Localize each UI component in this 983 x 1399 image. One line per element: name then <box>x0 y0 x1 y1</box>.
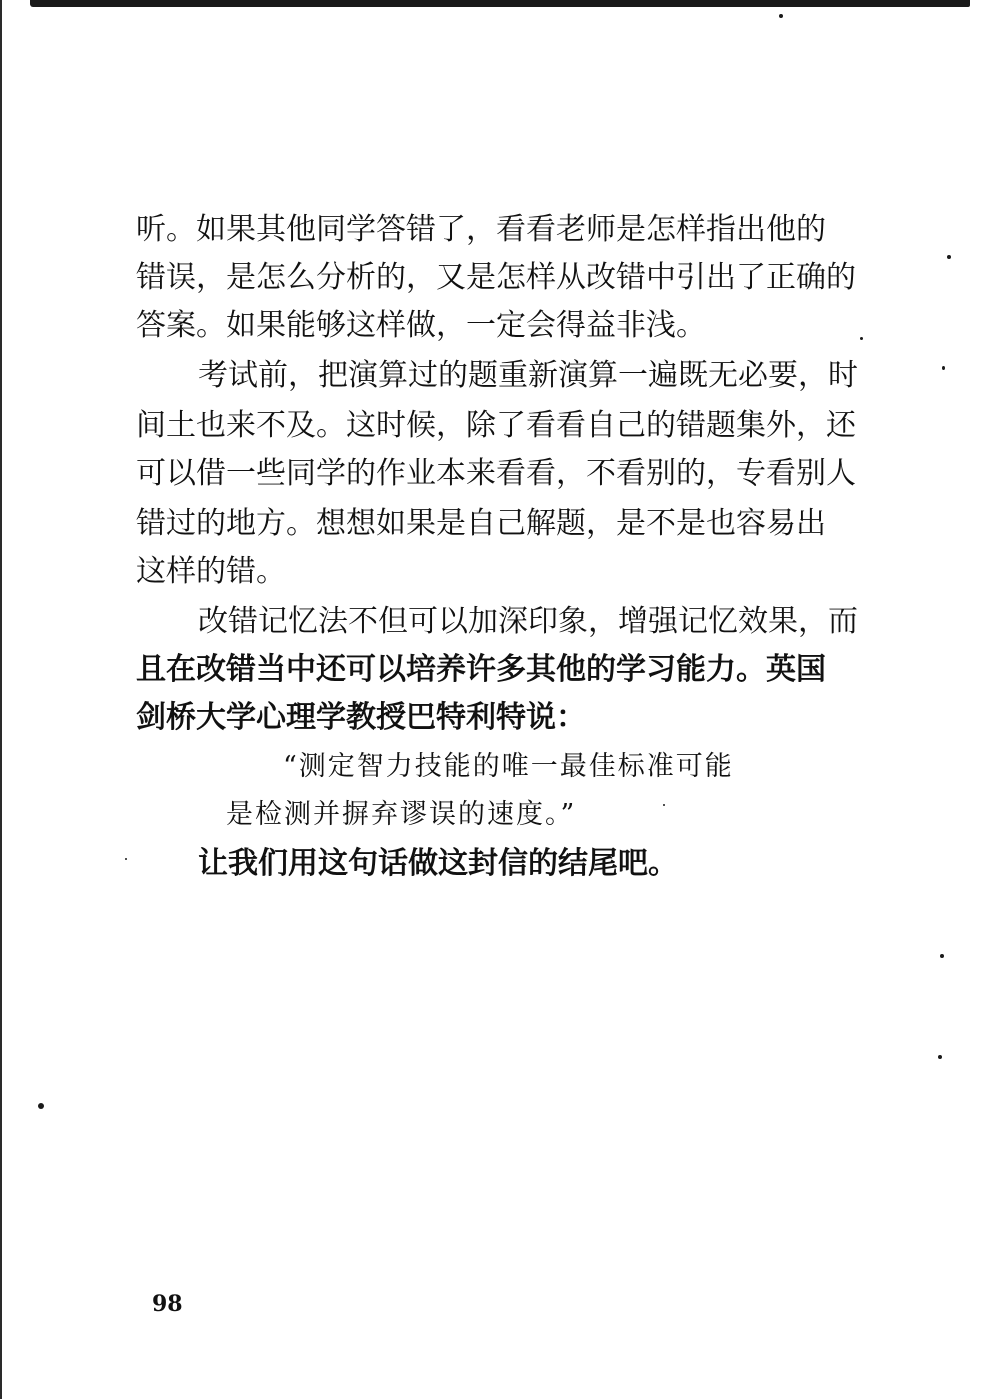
closing-line: 让我们用这句话做这封信的结尾吧。 <box>198 846 678 881</box>
text-line-9: 改错记忆法不但可以加深印象，增强记忆效果，而 <box>198 604 858 639</box>
quote-line-2: 是检测并摒弃谬误的速度。” <box>226 799 577 830</box>
scan-speck <box>947 255 951 259</box>
text-line-7: 错过的地方。想想如果是自己解题，是不是也容易出 <box>136 506 826 541</box>
scan-speck <box>938 1055 942 1059</box>
text-line-2: 错误，是怎么分析的，又是怎样从改错中引出了正确的 <box>136 260 856 295</box>
scan-speck <box>663 804 665 806</box>
scan-speck <box>860 337 863 340</box>
page-number: 98 <box>152 1291 183 1317</box>
scan-speck <box>940 954 944 958</box>
text-line-11: 剑桥大学心理学教授巴特利特说： <box>136 700 586 735</box>
scan-speck <box>942 366 945 370</box>
text-line-3: 答案。如果能够这样做，一定会得益非浅。 <box>136 308 706 343</box>
left-page-edge <box>0 0 2 1399</box>
quote-line-1: “测定智力技能的唯一最佳标准可能 <box>283 751 734 782</box>
scan-speck <box>125 858 127 860</box>
scan-speck <box>38 1103 44 1109</box>
text-line-6: 可以借一些同学的作业本来看看，不看别的，专看别人 <box>136 456 856 491</box>
text-line-4: 考试前，把演算过的题重新演算一遍既无必要，时 <box>198 358 858 393</box>
scan-speck <box>779 14 783 18</box>
text-line-10: 且在改错当中还可以培养许多其他的学习能力。英国 <box>136 652 826 687</box>
top-border-rule <box>30 0 970 7</box>
text-line-8: 这样的错。 <box>136 554 286 589</box>
text-line-1: 听。如果其他同学答错了，看看老师是怎样指出他的 <box>136 212 826 247</box>
text-line-5: 间土也来不及。这时候，除了看看自己的错题集外，还 <box>136 408 856 443</box>
